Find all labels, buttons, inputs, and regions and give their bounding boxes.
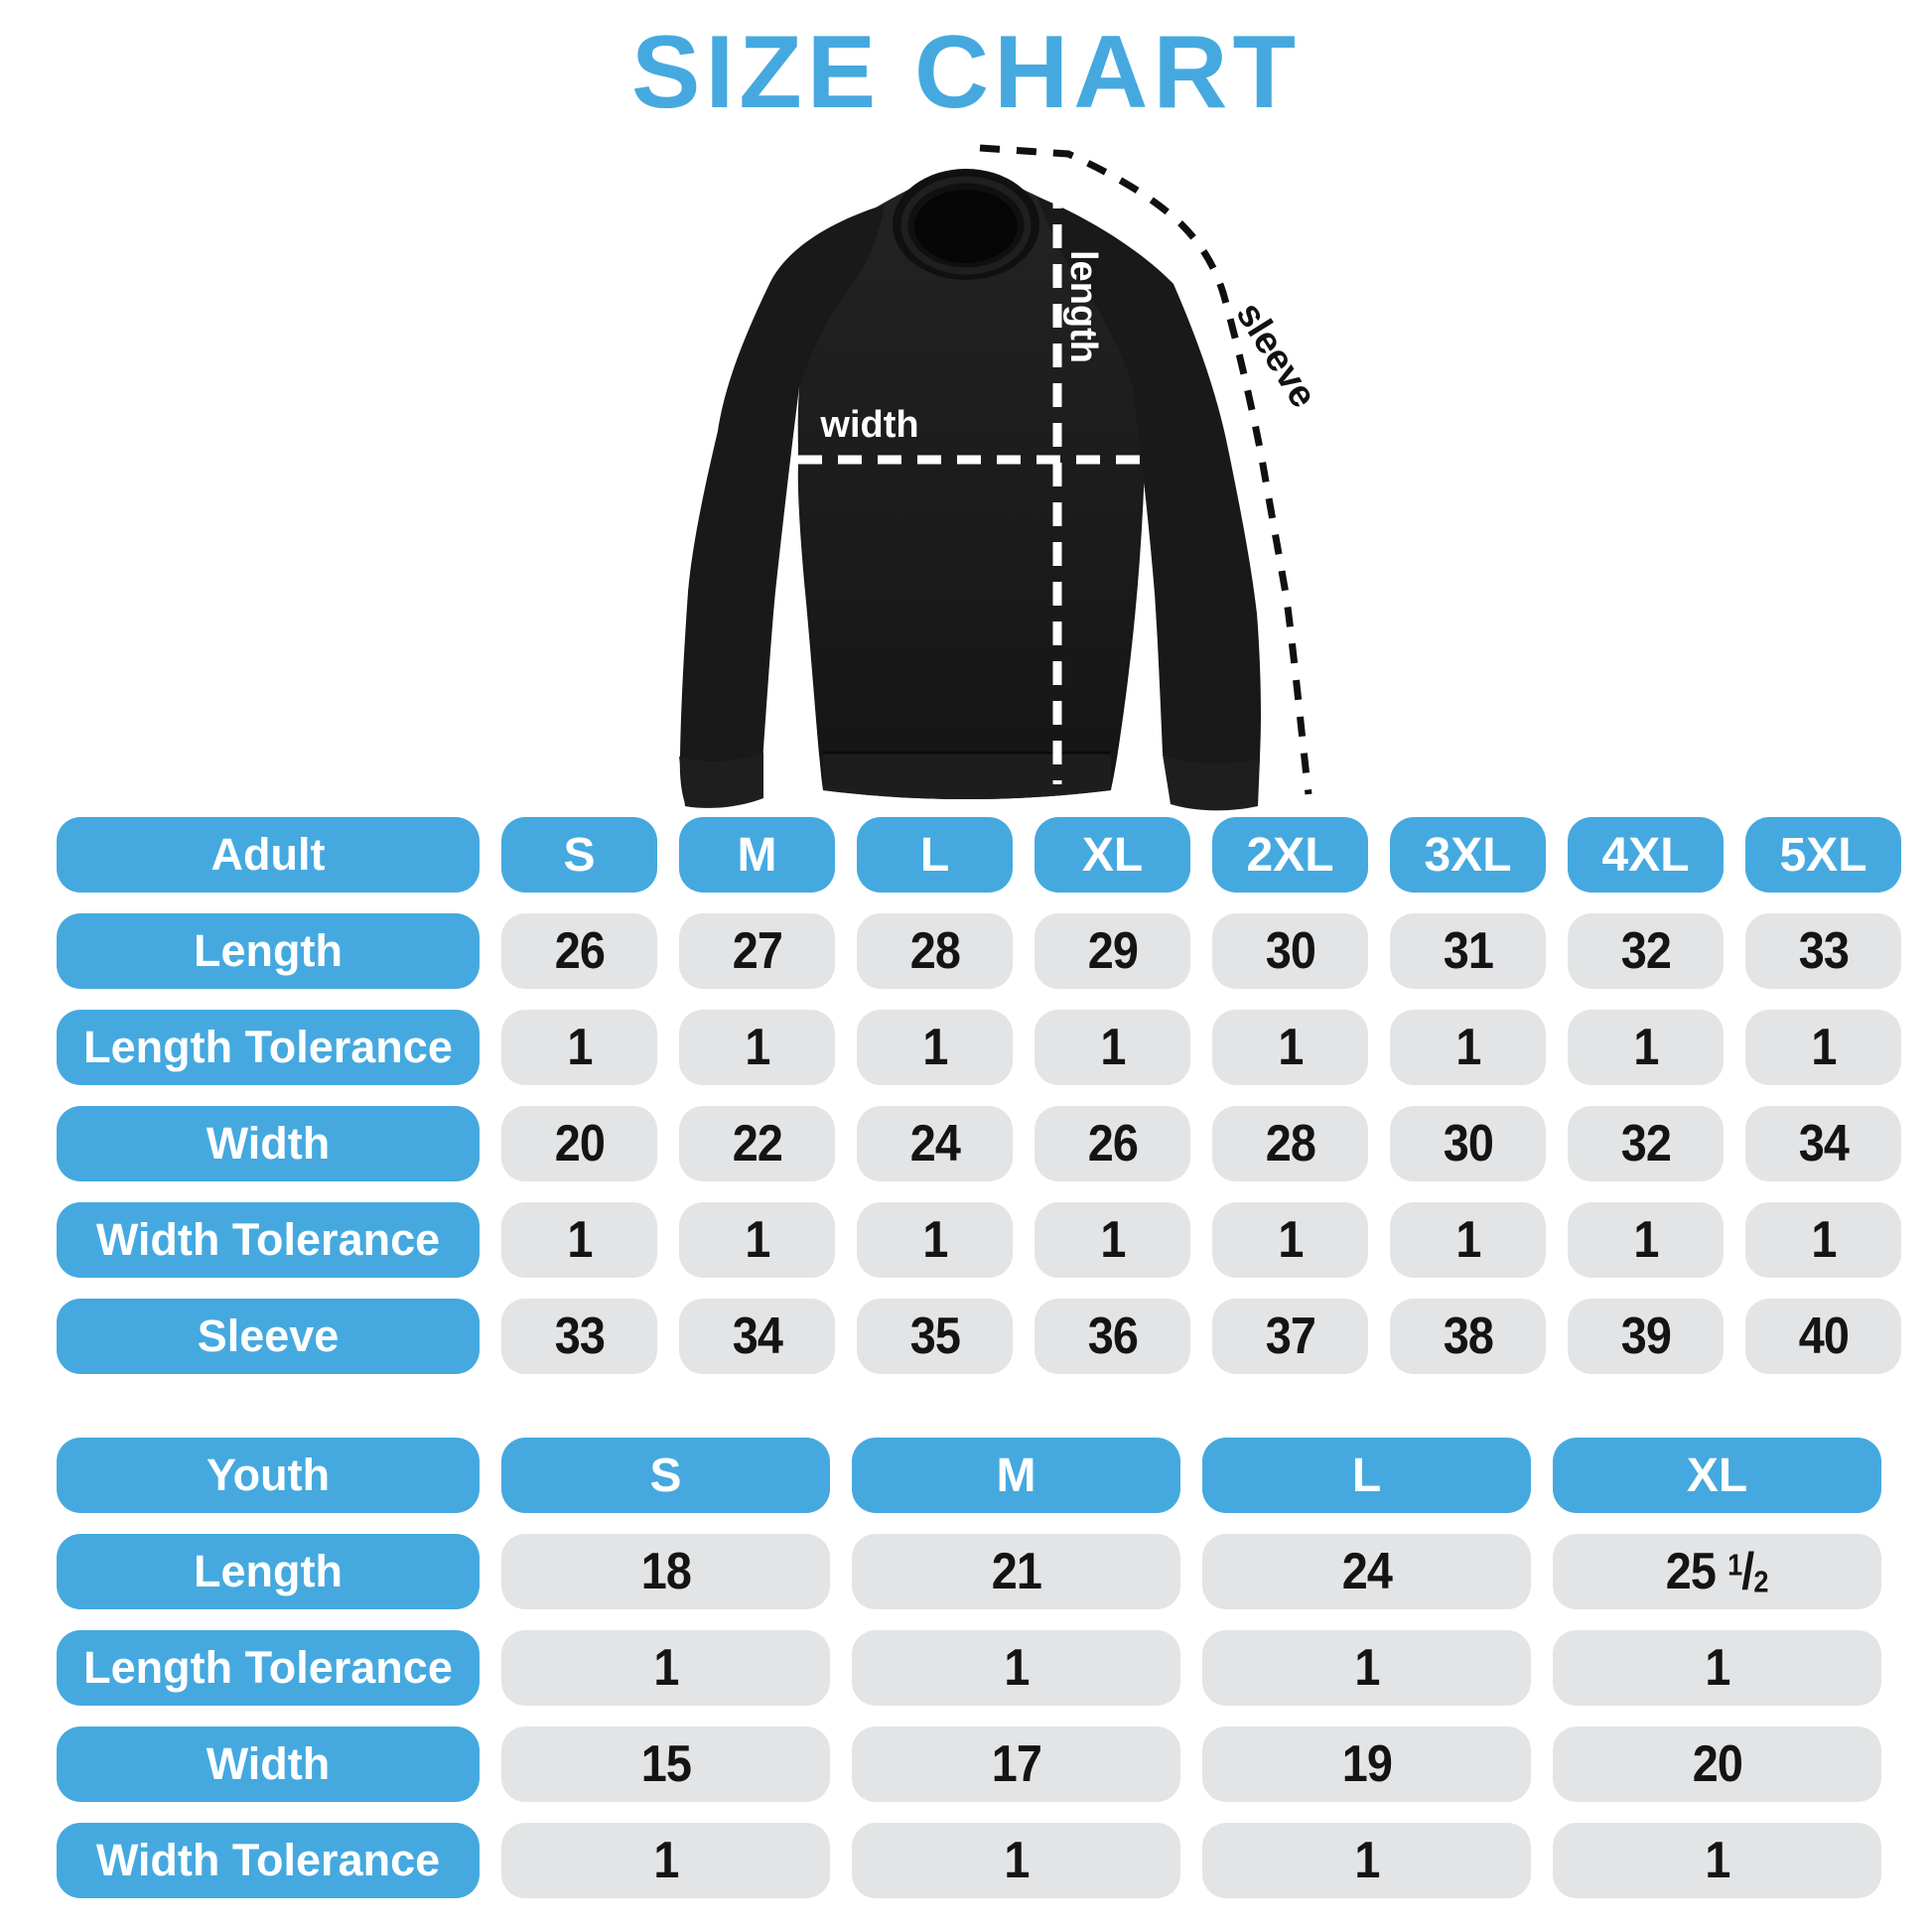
adult-size-header-s-text: S <box>563 828 596 882</box>
adult-size-header-m <box>679 817 835 893</box>
size-value <box>1212 1299 1368 1374</box>
adult-size-header-5xl-text: 5XL <box>1779 828 1867 882</box>
size-value-text: 1 <box>566 1211 593 1269</box>
size-value <box>1745 1010 1901 1085</box>
row-label <box>57 913 480 989</box>
size-value-text: 1 <box>921 1211 948 1269</box>
size-value <box>501 1534 830 1609</box>
size-value-text: 22 <box>732 1115 782 1173</box>
size-value <box>1568 1202 1724 1278</box>
size-value <box>1035 913 1190 989</box>
youth-size-header-s-text: S <box>649 1449 682 1502</box>
size-value-text: 1 <box>744 1019 770 1076</box>
size-value-text: 1 <box>1454 1211 1481 1269</box>
size-value-text: 1 <box>1704 1639 1730 1697</box>
adult-size-header-xl <box>1035 817 1190 893</box>
size-value-text: 1 <box>1003 1832 1030 1889</box>
size-value-text: 25 $^1/_2$ <box>1666 1543 1768 1600</box>
size-value-text: 33 <box>554 1308 605 1365</box>
sweatshirt-hem-band <box>823 751 1111 799</box>
size-value <box>1553 1630 1881 1706</box>
size-value-text: 29 <box>1087 922 1138 980</box>
size-value <box>857 913 1013 989</box>
size-value-text: 36 <box>1087 1308 1138 1365</box>
row-label <box>57 1534 480 1609</box>
size-value-text: 1 <box>744 1211 770 1269</box>
size-value-text: 37 <box>1265 1308 1315 1365</box>
youth-size-table <box>57 1438 1881 1898</box>
row-label <box>57 1630 480 1706</box>
size-value <box>852 1726 1180 1802</box>
size-value-text: 1 <box>1277 1211 1304 1269</box>
adult-size-header-l-text: L <box>919 828 950 882</box>
size-value-text: 1 <box>1353 1639 1380 1697</box>
size-value <box>857 1106 1013 1181</box>
adult-size-header-l <box>857 817 1013 893</box>
adult-size-header-3xl <box>1390 817 1546 893</box>
row-label-text: Length Tolerance <box>83 1642 453 1693</box>
page-title: SIZE CHART <box>631 15 1301 130</box>
size-value <box>1745 913 1901 989</box>
size-value <box>1212 1202 1368 1278</box>
size-value <box>501 1630 830 1706</box>
size-value <box>1212 913 1368 989</box>
size-value-text: 28 <box>909 922 960 980</box>
size-value-text: 17 <box>991 1735 1041 1793</box>
size-value-text: 34 <box>1798 1115 1849 1173</box>
size-value-text: 26 <box>1087 1115 1138 1173</box>
size-value <box>1553 1726 1881 1802</box>
row-label <box>57 1202 480 1278</box>
adult-size-header-s <box>501 817 657 893</box>
adult-size-header-3xl-text: 3XL <box>1424 828 1512 882</box>
size-value-text: 33 <box>1798 922 1849 980</box>
size-value <box>852 1534 1180 1609</box>
size-value <box>501 1106 657 1181</box>
row-label-text: Width Tolerance <box>95 1214 441 1265</box>
size-value-text: 1 <box>1810 1019 1837 1076</box>
size-value-text: 40 <box>1798 1308 1849 1365</box>
size-value <box>1390 1106 1546 1181</box>
youth-size-header-m-text: M <box>996 1449 1036 1502</box>
size-value <box>1390 1202 1546 1278</box>
size-value <box>501 1010 657 1085</box>
size-value <box>852 1823 1180 1898</box>
youth-size-header-s <box>501 1438 830 1513</box>
row-label <box>57 1726 480 1802</box>
adult-size-header-4xl-text: 4XL <box>1601 828 1690 882</box>
size-value <box>679 1106 835 1181</box>
width-label: width <box>820 404 919 446</box>
sweatshirt-diagram <box>579 121 1353 816</box>
size-value-text: 15 <box>640 1735 691 1793</box>
size-value-text: 21 <box>991 1543 1041 1600</box>
youth-size-header-l-text: L <box>1351 1449 1382 1502</box>
size-value-text: 26 <box>554 922 605 980</box>
size-value <box>1745 1106 1901 1181</box>
size-value <box>501 913 657 989</box>
size-value-text: 31 <box>1443 922 1493 980</box>
size-value-text: 1 <box>1704 1832 1730 1889</box>
size-value-text: 1 <box>1632 1211 1659 1269</box>
size-value <box>1745 1299 1901 1374</box>
youth-size-header-m <box>852 1438 1180 1513</box>
size-value <box>852 1630 1180 1706</box>
size-value <box>1202 1726 1531 1802</box>
size-value <box>1390 1299 1546 1374</box>
size-value <box>857 1202 1013 1278</box>
size-value-text: 32 <box>1620 1115 1671 1173</box>
adult-size-header-xl-text: XL <box>1081 828 1144 882</box>
size-value <box>1568 913 1724 989</box>
size-value <box>501 1726 830 1802</box>
size-value-text: 1 <box>652 1639 679 1697</box>
size-value <box>1202 1630 1531 1706</box>
youth-size-header-l <box>1202 1438 1531 1513</box>
size-value-text: 30 <box>1265 922 1315 980</box>
size-value <box>679 1202 835 1278</box>
size-value-text: 27 <box>732 922 782 980</box>
size-value <box>1035 1010 1190 1085</box>
adult-size-header-2xl <box>1212 817 1368 893</box>
size-value-text: 20 <box>554 1115 605 1173</box>
size-value <box>1035 1202 1190 1278</box>
size-value-text: 1 <box>1353 1832 1380 1889</box>
size-value <box>857 1010 1013 1085</box>
size-value-text: 30 <box>1443 1115 1493 1173</box>
size-value <box>1390 1010 1546 1085</box>
size-value-text: 1 <box>566 1019 593 1076</box>
size-value <box>1745 1202 1901 1278</box>
row-label-text: Length Tolerance <box>83 1022 453 1072</box>
size-value-text: 1 <box>921 1019 948 1076</box>
length-label: length <box>1062 250 1104 363</box>
size-value-text: 1 <box>1099 1211 1126 1269</box>
size-value <box>679 913 835 989</box>
size-value-text: 34 <box>732 1308 782 1365</box>
size-value-text: 24 <box>909 1115 960 1173</box>
row-label <box>57 1823 480 1898</box>
size-value <box>1568 1010 1724 1085</box>
youth-header-label-text: Youth <box>206 1449 331 1500</box>
size-value-text: 1 <box>1810 1211 1837 1269</box>
size-value-text: 1 <box>1277 1019 1304 1076</box>
size-value-text: 38 <box>1443 1308 1493 1365</box>
size-value-text: 19 <box>1341 1735 1392 1793</box>
size-value <box>1202 1823 1531 1898</box>
size-value <box>501 1823 830 1898</box>
size-value-text: 1 <box>1099 1019 1126 1076</box>
size-value-text: 35 <box>909 1308 960 1365</box>
size-value-text: 24 <box>1341 1543 1392 1600</box>
sleeve-label: sleeve <box>1227 295 1324 416</box>
row-label <box>57 1299 480 1374</box>
row-label <box>57 1010 480 1085</box>
youth-size-header-xl-text: XL <box>1686 1449 1748 1502</box>
adult-size-header-m-text: M <box>737 828 777 882</box>
row-label-text: Width <box>206 1738 331 1789</box>
adult-size-header-5xl <box>1745 817 1901 893</box>
size-value-text: 18 <box>640 1543 691 1600</box>
youth-size-header-xl <box>1553 1438 1881 1513</box>
size-value <box>1568 1299 1724 1374</box>
adult-header-label-text: Adult <box>210 829 326 880</box>
size-value <box>501 1299 657 1374</box>
size-value <box>1202 1534 1531 1609</box>
row-label-text: Width Tolerance <box>95 1835 441 1885</box>
size-value-text: 32 <box>1620 922 1671 980</box>
row-label-text: Length <box>194 1546 343 1596</box>
size-value <box>1212 1010 1368 1085</box>
size-value <box>1035 1299 1190 1374</box>
size-value <box>857 1299 1013 1374</box>
adult-size-header-4xl <box>1568 817 1724 893</box>
size-value <box>1553 1534 1881 1609</box>
row-label-text: Sleeve <box>197 1311 340 1361</box>
size-value-text: 1 <box>652 1832 679 1889</box>
size-value <box>1553 1823 1881 1898</box>
collar-opening <box>914 190 1018 263</box>
size-value <box>679 1010 835 1085</box>
size-value-text: 28 <box>1265 1115 1315 1173</box>
size-value <box>1212 1106 1368 1181</box>
row-label-text: Length <box>194 925 343 976</box>
size-value-text: 1 <box>1003 1639 1030 1697</box>
adult-header-label <box>57 817 480 893</box>
size-value-text: 1 <box>1454 1019 1481 1076</box>
size-value <box>1390 913 1546 989</box>
adult-size-header-2xl-text: 2XL <box>1246 828 1334 882</box>
youth-header-label <box>57 1438 480 1513</box>
size-value-text: 1 <box>1632 1019 1659 1076</box>
size-value <box>1035 1106 1190 1181</box>
row-label-text: Width <box>206 1118 331 1169</box>
size-value <box>1568 1106 1724 1181</box>
size-value <box>679 1299 835 1374</box>
adult-size-table <box>57 817 1901 1374</box>
row-label <box>57 1106 480 1181</box>
size-value <box>501 1202 657 1278</box>
size-value-text: 39 <box>1620 1308 1671 1365</box>
size-value-text: 20 <box>1692 1735 1742 1793</box>
